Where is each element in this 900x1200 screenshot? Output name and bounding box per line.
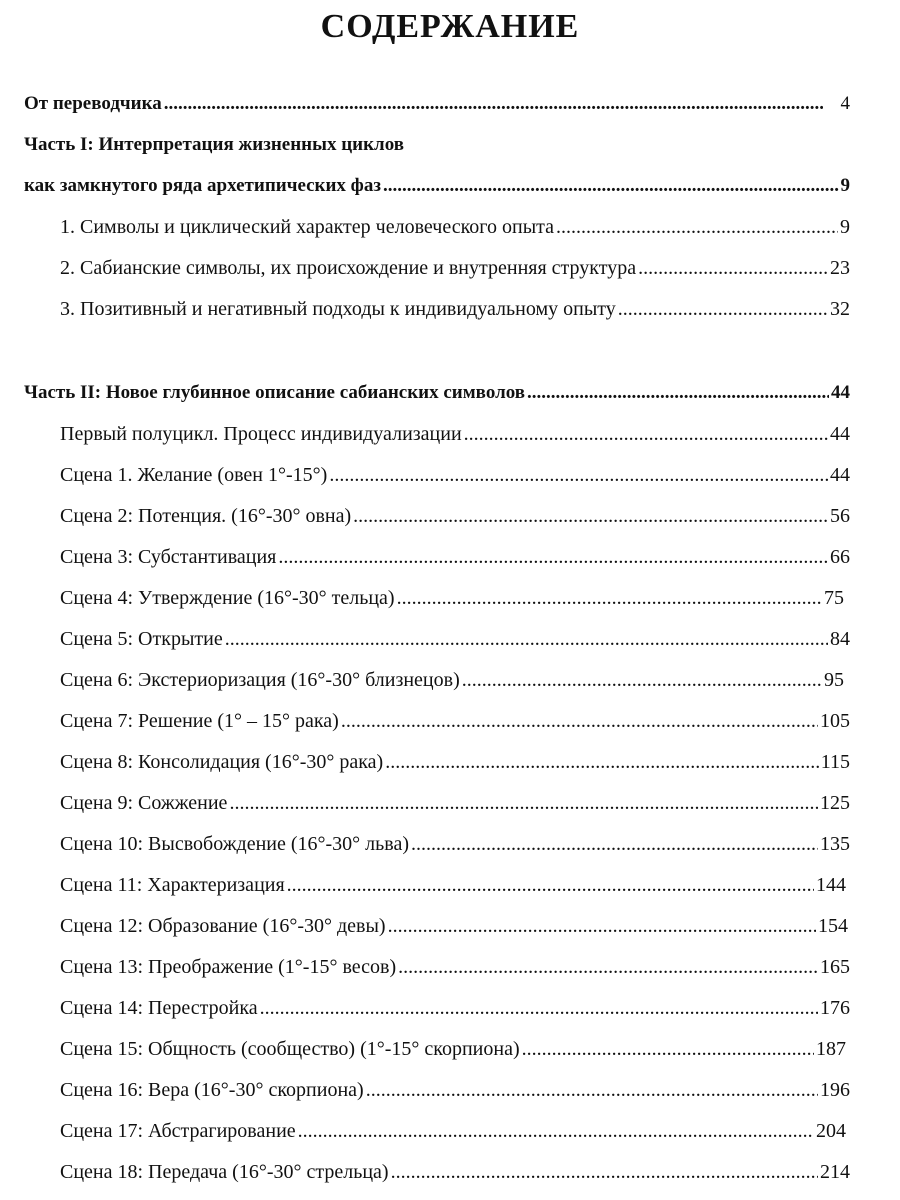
dot-leader — [462, 664, 822, 696]
toc-entry-label: 3. Позитивный и негативный подходы к индивидуальному опыту — [60, 298, 616, 320]
toc-entry[interactable] — [60, 869, 846, 901]
dot-leader — [164, 88, 823, 120]
toc-entry-label: Сцена 7: Решение (1° – 15° рака) — [60, 710, 339, 732]
toc-entry-label: Первый полуцикл. Процесс индивидуализации — [60, 423, 462, 445]
toc-entry[interactable] — [60, 1033, 846, 1065]
toc-entry-label: Сцена 13: Преображение (1°-15° весов) — [60, 956, 397, 978]
toc-entry-label: Сцена 14: Перестройка — [60, 997, 258, 1019]
dot-leader — [638, 252, 828, 284]
toc-entry-page: 105 — [820, 710, 850, 732]
toc-entry-label: От переводчика — [24, 93, 162, 114]
toc-entry[interactable] — [60, 1115, 846, 1147]
toc-entry-label: Сцена 3: Субстантивация — [60, 546, 277, 568]
toc-entry-page: 44 — [830, 464, 850, 486]
toc-entry-page: 165 — [820, 956, 850, 978]
toc-entry-page: 56 — [830, 505, 850, 527]
toc-entry[interactable] — [60, 1156, 850, 1188]
toc-entry-page: 44 — [830, 423, 850, 445]
toc-entry-label: Сцена 6: Экстериоризация (16°-30° близнецов) — [60, 669, 460, 691]
dot-leader — [464, 418, 828, 450]
dot-leader — [298, 1115, 814, 1147]
toc-entry-page: 196 — [820, 1079, 850, 1101]
dot-leader — [397, 582, 822, 614]
dot-leader — [388, 910, 816, 942]
dot-leader — [287, 869, 814, 901]
toc-entry[interactable] — [60, 664, 844, 696]
toc-entry-page: 23 — [830, 257, 850, 279]
toc-entry-page: 84 — [830, 628, 850, 650]
dot-leader — [527, 377, 829, 409]
toc-entry-label: Сцена 15: Общность (сообщество) (1°-15° скорпиона) — [60, 1038, 520, 1060]
toc-entry[interactable] — [60, 910, 848, 942]
toc-entry[interactable] — [60, 500, 850, 532]
toc-entry-page: 44 — [831, 382, 850, 403]
toc-entry-label: Часть II: Новое глубинное описание сабианских символов — [24, 382, 526, 403]
dot-leader — [341, 705, 818, 737]
dot-leader — [366, 1074, 818, 1106]
toc-entry[interactable] — [60, 252, 850, 284]
toc-entry-label: Сцена 9: Сожжение — [60, 792, 228, 814]
toc-entry-page: 154 — [818, 915, 848, 937]
toc-entry[interactable] — [60, 1074, 850, 1106]
toc-entry-page: 115 — [820, 751, 850, 773]
dot-leader — [225, 623, 828, 655]
toc-entry[interactable] — [60, 951, 850, 983]
toc-entry-label: Сцена 1. Желание (овен 1°-15°) — [60, 464, 328, 486]
toc-entry-preface[interactable] — [24, 88, 850, 120]
toc-entry-page: 144 — [816, 874, 846, 896]
toc-entry-label: Сцена 18: Передача (16°-30° стрельца) — [60, 1161, 389, 1183]
dot-leader — [329, 459, 828, 491]
toc-entry-page: 176 — [820, 997, 850, 1019]
toc-entry-label: Сцена 2: Потенция. (16°-30° овна) — [60, 505, 352, 527]
dot-leader — [385, 746, 819, 778]
toc-entry[interactable] — [60, 623, 850, 655]
toc-entry-label: Сцена 16: Вера (16°-30° скорпиона) — [60, 1079, 364, 1101]
dot-leader — [260, 992, 818, 1024]
toc-entry-page: 135 — [820, 833, 850, 855]
page-title: СОДЕРЖАНИЕ — [320, 8, 580, 45]
toc-entry[interactable] — [60, 787, 850, 819]
toc-part1-title-line1[interactable] — [24, 129, 850, 161]
toc-entry-page: 9 — [840, 175, 850, 196]
dot-leader — [391, 1156, 818, 1188]
toc-entry[interactable] — [60, 418, 850, 450]
toc-entry-label: Сцена 4: Утверждение (16°-30° тельца) — [60, 587, 395, 609]
toc-entry-part1[interactable] — [24, 170, 850, 202]
toc-entry-label: Сцена 11: Характеризация — [60, 874, 285, 896]
toc-entry-label: Сцена 10: Высвобождение (16°-30° льва) — [60, 833, 409, 855]
dot-leader — [398, 951, 818, 983]
toc-entry[interactable] — [60, 293, 850, 325]
toc-entry[interactable] — [60, 459, 850, 491]
toc-entry-page: 95 — [824, 669, 844, 691]
toc-entry-label: Сцена 5: Открытие — [60, 628, 223, 650]
toc-entry-label: 2. Сабианские символы, их происхождение и внутренняя структура — [60, 257, 637, 279]
toc-entry-part2[interactable] — [24, 377, 850, 409]
toc-entry-label: Сцена 17: Абстрагирование — [60, 1120, 296, 1142]
toc-entry-label: Сцена 12: Образование (16°-30° девы) — [60, 915, 386, 937]
toc-entry[interactable] — [60, 746, 850, 778]
toc-entry-page: 75 — [824, 587, 844, 609]
dot-leader — [229, 787, 818, 819]
toc-entry[interactable] — [60, 582, 844, 614]
toc-entry[interactable] — [60, 828, 850, 860]
toc-entry-label: Часть I: Интерпретация жизненных циклов — [24, 134, 404, 155]
toc-entry[interactable] — [60, 541, 850, 573]
toc-entry-page: 214 — [820, 1161, 850, 1183]
toc-entry-page: 187 — [816, 1038, 846, 1060]
toc-entry-page: 66 — [830, 546, 850, 568]
toc-entry[interactable] — [60, 705, 850, 737]
toc-entry[interactable] — [60, 992, 850, 1024]
toc-entry-label: 1. Символы и циклический характер человеческого опыта — [60, 216, 555, 238]
dot-leader — [411, 828, 818, 860]
dot-leader — [383, 170, 839, 202]
dot-leader — [353, 500, 828, 532]
dot-leader — [618, 293, 828, 325]
toc-entry-label: Сцена 8: Консолидация (16°-30° рака) — [60, 751, 384, 773]
toc-entry-page: 204 — [816, 1120, 846, 1142]
toc-entry-page: 32 — [830, 298, 850, 320]
toc-entry-page: 125 — [820, 792, 850, 814]
toc-entry-page: 4 — [840, 93, 850, 114]
toc-entry-page: 9 — [840, 216, 850, 238]
toc-entry-label: как замкнутого ряда архетипических фаз — [24, 175, 381, 196]
dot-leader — [556, 211, 838, 243]
dot-leader — [278, 541, 828, 573]
toc-entry[interactable] — [60, 211, 850, 243]
dot-leader — [522, 1033, 814, 1065]
